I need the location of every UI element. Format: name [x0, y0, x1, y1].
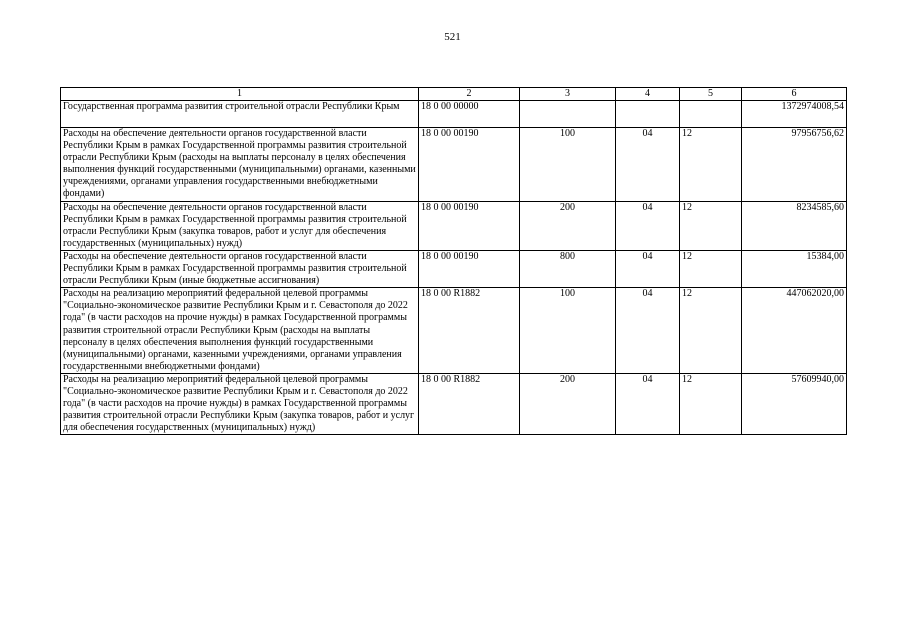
row-amount: 97956756,62 [742, 128, 847, 202]
row-section: 04 [616, 128, 680, 202]
row-section: 04 [616, 201, 680, 250]
row-amount: 8234585,60 [742, 201, 847, 250]
row-expense-type: 100 [520, 128, 616, 202]
row-expense-type: 200 [520, 373, 616, 434]
row-target-code: 18 0 00 00190 [419, 201, 520, 250]
row-name: Расходы на обеспечение деятельности органов государственной власти Республики Крым в рамках Государственной программы развития строительной отрасли Республики Крым (иные бюджетные ассигнования) [61, 250, 419, 287]
row-name: Государственная программа развития строительной отрасли Республики Крым [61, 101, 419, 128]
header-col-5: 5 [680, 88, 742, 101]
row-expense-type: 200 [520, 201, 616, 250]
row-subsection: 12 [680, 201, 742, 250]
row-amount: 1372974008,54 [742, 101, 847, 128]
row-subsection: 12 [680, 250, 742, 287]
table-header-row [61, 88, 847, 101]
header-col-2: 2 [419, 88, 520, 101]
row-amount: 447062020,00 [742, 288, 847, 374]
row-target-code: 18 0 00 00190 [419, 250, 520, 287]
budget-table [60, 87, 847, 435]
row-amount: 57609940,00 [742, 373, 847, 434]
row-expense-type: 100 [520, 288, 616, 374]
header-col-6: 6 [742, 88, 847, 101]
row-section: 04 [616, 288, 680, 374]
row-name: Расходы на реализацию мероприятий федеральной целевой программы "Социально-экономическое развитие Республики Крым и г. Севастополя до 2022 года" (в части расходов на прочие нужды) в рамках Государственной программы развития строительной отрасли Республики Крым (закупка товаров, работ и услуг для обеспечения государственных (муниципальных) нужд) [61, 373, 419, 434]
row-expense-type: 800 [520, 250, 616, 287]
row-name: Расходы на реализацию мероприятий федеральной целевой программы "Социально-экономическое развитие Республики Крым и г. Севастополя до 2022 года" (в части расходов на прочие нужды) в рамках Государственной программы развития строительной отрасли Республики Крым (расходы на выплаты персоналу в целях обеспечения выполнения функций государственными (муниципальными) органами, казенными учреждениями, органами управления государственными внебюджетными фондами) [61, 288, 419, 374]
header-col-3: 3 [520, 88, 616, 101]
row-amount: 15384,00 [742, 250, 847, 287]
row-subsection: 12 [680, 288, 742, 374]
table-row [61, 250, 847, 287]
row-section: 04 [616, 373, 680, 434]
row-subsection [680, 101, 742, 128]
page-number: 521 [444, 31, 461, 43]
table-row [61, 101, 847, 128]
row-target-code: 18 0 00 00000 [419, 101, 520, 128]
table-row [61, 288, 847, 374]
row-target-code: 18 0 00 R1882 [419, 373, 520, 434]
table-row [61, 128, 847, 202]
header-col-1: 1 [61, 88, 419, 101]
row-target-code: 18 0 00 R1882 [419, 288, 520, 374]
row-target-code: 18 0 00 00190 [419, 128, 520, 202]
row-section [616, 101, 680, 128]
row-name: Расходы на обеспечение деятельности органов государственной власти Республики Крым в рамках Государственной программы развития строительной отрасли Республики Крым (расходы на выплаты персоналу в целях обеспечения выполнения функций государственными (муниципальными) органами, казенными учреждениями, органами управления государственными внебюджетными фондами) [61, 128, 419, 202]
row-subsection: 12 [680, 373, 742, 434]
table-row [61, 373, 847, 434]
row-section: 04 [616, 250, 680, 287]
table-row [61, 201, 847, 250]
row-expense-type [520, 101, 616, 128]
row-name: Расходы на обеспечение деятельности органов государственной власти Республики Крым в рамках Государственной программы развития строительной отрасли Республики Крым (закупка товаров, работ и услуг для обеспечения государственных (муниципальных) нужд) [61, 201, 419, 250]
row-subsection: 12 [680, 128, 742, 202]
header-col-4: 4 [616, 88, 680, 101]
